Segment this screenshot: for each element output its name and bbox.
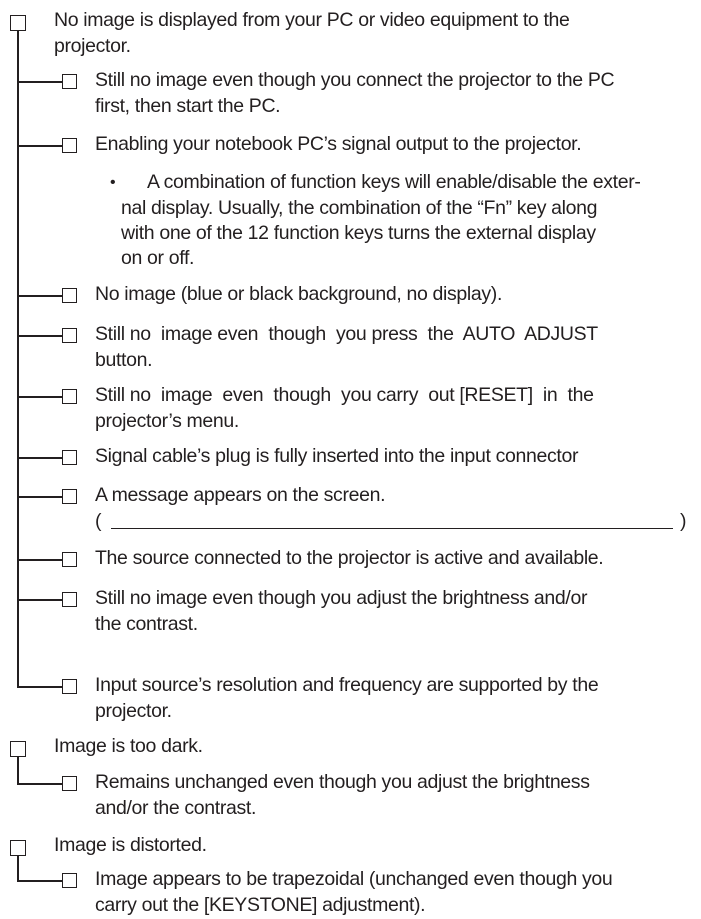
tree-branch bbox=[17, 559, 62, 561]
item-4-line-2: button. bbox=[95, 349, 153, 371]
section-2-item-1-line-1: Remains unchanged even though you adjust the brightness bbox=[95, 771, 590, 793]
item-9-line-2: the contrast. bbox=[95, 613, 198, 635]
bullet-marker: • bbox=[110, 174, 116, 191]
section-3-item-1-line-1: Image appears to be trapezoidal (unchanged even though you bbox=[95, 868, 613, 890]
item-7-line-1: A message appears on the screen. bbox=[95, 484, 386, 506]
item-1-checkbox[interactable] bbox=[62, 74, 77, 89]
tree-branch bbox=[17, 783, 62, 785]
tree-branch bbox=[17, 396, 62, 398]
section-1-checkbox[interactable] bbox=[10, 15, 26, 31]
tree-branch bbox=[17, 335, 62, 337]
section-2-item-1-line-2: and/or the contrast. bbox=[95, 797, 257, 819]
tree-branch bbox=[17, 457, 62, 459]
section-3-item-1-line-2: carry out the [KEYSTONE] adjustment). bbox=[95, 894, 426, 916]
tree-branch bbox=[17, 880, 62, 882]
section-2-item-1-checkbox[interactable] bbox=[62, 776, 77, 791]
item-6-line-1: Signal cable’s plug is fully inserted into the input connector bbox=[95, 445, 579, 467]
item-9-line-1: Still no image even though you adjust the brightness and/or bbox=[95, 587, 588, 609]
bullet-note-line-3: with one of the 12 function keys turns the external display bbox=[121, 222, 596, 244]
section-1-tree-line bbox=[17, 31, 19, 687]
item-10-line-2: projector. bbox=[95, 700, 172, 722]
tree-branch bbox=[17, 81, 62, 83]
section-1-title-line-1: No image is displayed from your PC or video equipment to the bbox=[54, 9, 570, 31]
item-2-checkbox[interactable] bbox=[62, 138, 77, 153]
message-close-paren: ) bbox=[680, 510, 687, 532]
item-9-checkbox[interactable] bbox=[62, 592, 77, 607]
section-3-title: Image is distorted. bbox=[54, 834, 207, 856]
section-3-checkbox[interactable] bbox=[10, 840, 26, 856]
message-blank-line bbox=[111, 528, 673, 529]
item-6-checkbox[interactable] bbox=[62, 450, 77, 465]
tree-branch bbox=[17, 496, 62, 498]
tree-branch bbox=[17, 686, 62, 688]
section-2-tree-line bbox=[17, 757, 19, 784]
bullet-note-line-1: A combination of function keys will enable/disable the exter- bbox=[147, 171, 641, 193]
item-8-checkbox[interactable] bbox=[62, 552, 77, 567]
item-7-checkbox[interactable] bbox=[62, 489, 77, 504]
tree-branch bbox=[17, 145, 62, 147]
item-1-line-2: first, then start the PC. bbox=[95, 95, 281, 117]
section-2-checkbox[interactable] bbox=[10, 741, 26, 757]
item-5-line-2: projector’s menu. bbox=[95, 410, 239, 432]
tree-branch bbox=[17, 599, 62, 601]
section-3-tree-line bbox=[17, 856, 19, 881]
section-1-title-line-2: projector. bbox=[54, 35, 131, 57]
item-1-line-1: Still no image even though you connect the projector to the PC bbox=[95, 69, 615, 91]
item-3-line-1: No image (blue or black background, no display). bbox=[95, 283, 503, 305]
item-2-line-1: Enabling your notebook PC’s signal output to the projector. bbox=[95, 133, 582, 155]
bullet-note-line-4: on or off. bbox=[121, 247, 195, 269]
item-10-line-1: Input source’s resolution and frequency are supported by the bbox=[95, 674, 599, 696]
section-2-title: Image is too dark. bbox=[54, 735, 203, 757]
item-5-checkbox[interactable] bbox=[62, 389, 77, 404]
bullet-note-line-2: nal display. Usually, the combination of the “Fn” key along bbox=[121, 197, 598, 219]
item-4-line-1: Still no image even though you press the AUTO ADJUST bbox=[95, 323, 598, 345]
item-4-checkbox[interactable] bbox=[62, 328, 77, 343]
message-open-paren: ( bbox=[95, 510, 102, 532]
item-5-line-1: Still no image even though you carry out [RESET] in the bbox=[95, 384, 594, 406]
item-8-line-1: The source connected to the projector is active and available. bbox=[95, 547, 604, 569]
tree-branch bbox=[17, 295, 62, 297]
item-10-checkbox[interactable] bbox=[62, 679, 77, 694]
section-3-item-1-checkbox[interactable] bbox=[62, 873, 77, 888]
item-3-checkbox[interactable] bbox=[62, 288, 77, 303]
